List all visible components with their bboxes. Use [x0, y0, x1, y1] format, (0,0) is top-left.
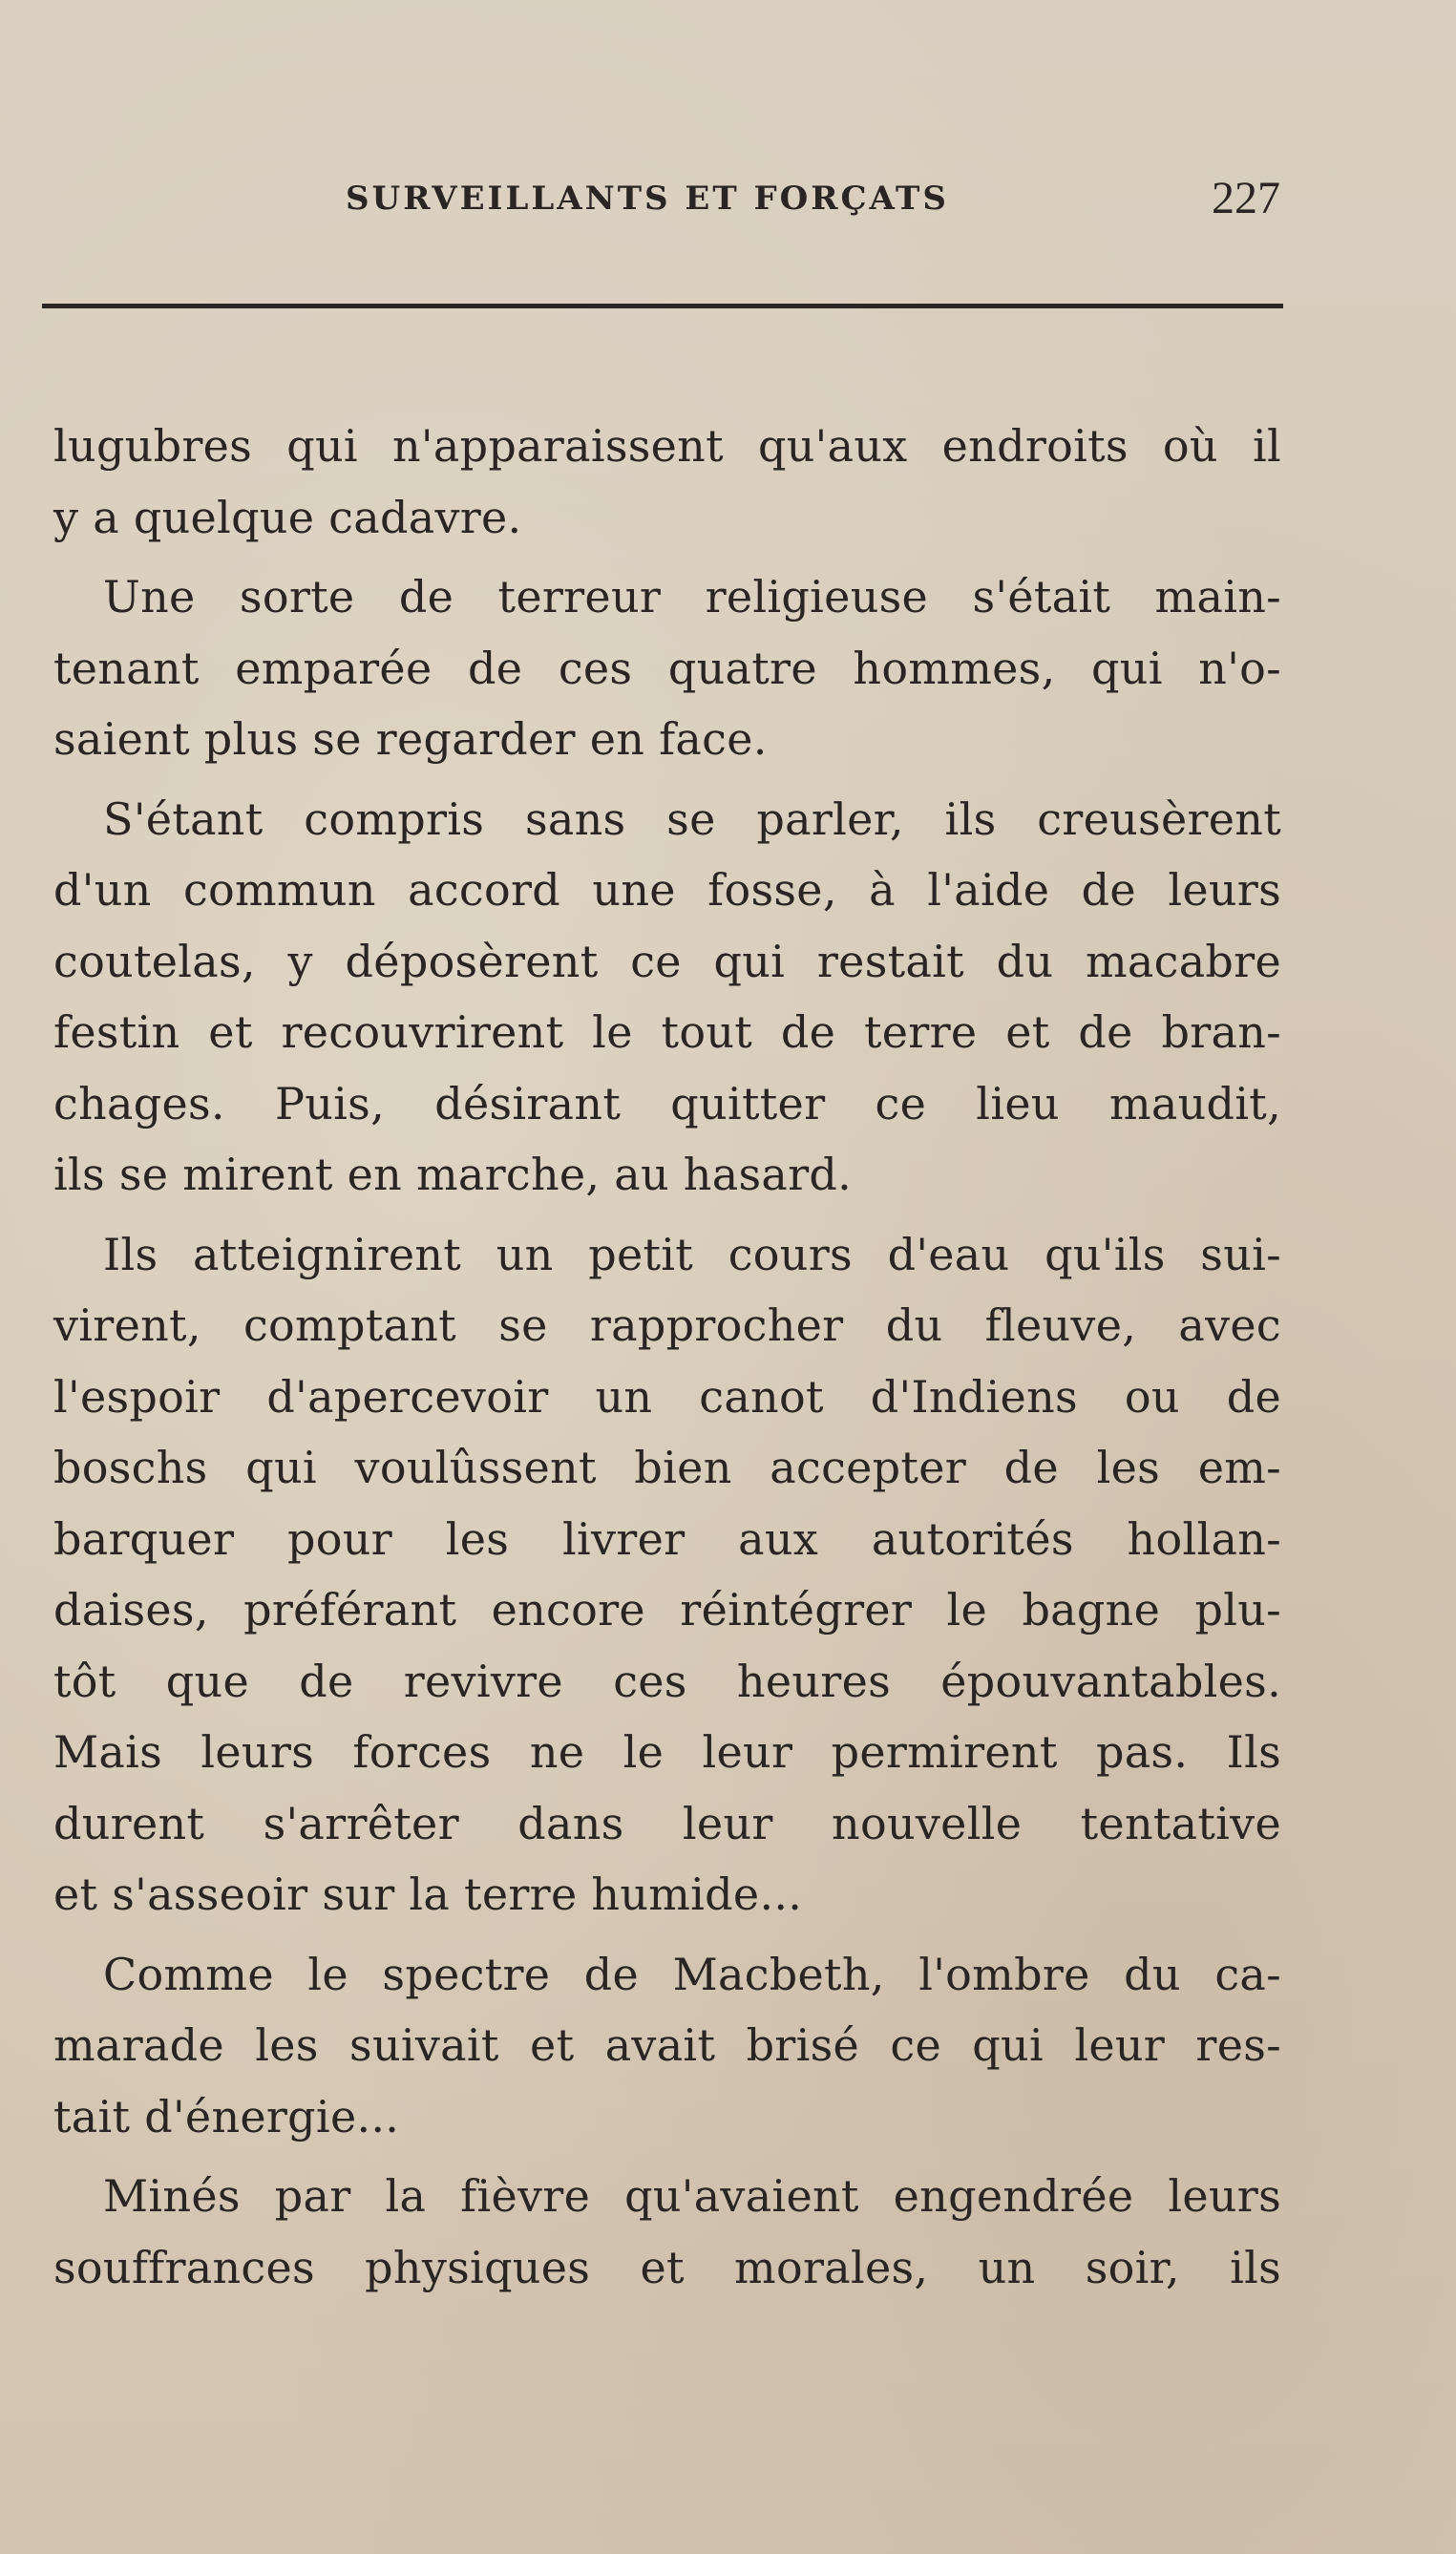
text-line: Mais leurs forces ne le leur permirent pas. Ils — [53, 1726, 1281, 1778]
text-line: Comme le spectre de Macbeth, l'ombre du ca- — [103, 1948, 1281, 2000]
text-line: y a quelque cadavre. — [53, 491, 522, 543]
header-rule — [42, 304, 1283, 308]
paragraph-2 — [53, 561, 1281, 775]
text-line: saient plus se regarder en face. — [53, 713, 768, 765]
paragraph-4 — [53, 1219, 1281, 1931]
text-line: festin et recouvrirent le tout de terre et de bran- — [53, 1006, 1281, 1058]
page-header — [53, 172, 1280, 229]
body-text — [53, 411, 1281, 2311]
text-line: et s'asseoir sur la terre humide... — [53, 1868, 803, 1920]
paragraph-6 — [53, 2161, 1281, 2303]
text-line: l'espoir d'apercevoir un canot d'Indiens ou de — [53, 1370, 1281, 1423]
text-line: daises, préférant encore réintégrer le bagne plu- — [53, 1584, 1281, 1636]
text-line: Ils atteignirent un petit cours d'eau qu'ils sui- — [103, 1228, 1281, 1280]
text-line: marade les suivait et avait brisé ce qui leur res- — [53, 2019, 1281, 2071]
text-line: souffrances physiques et morales, un soir, ils — [53, 2241, 1281, 2293]
text-line: coutelas, y déposèrent ce qui restait du macabre — [53, 935, 1281, 987]
paragraph-1 — [53, 411, 1281, 553]
paragraph-5 — [53, 1939, 1281, 2153]
text-line: barquer pour les livrer aux autorités hollan- — [53, 1512, 1281, 1565]
text-line: boschs qui voulûssent bien accepter de les em- — [53, 1442, 1281, 1493]
text-line: d'un commun accord une fosse, à l'aide de leurs — [53, 864, 1281, 916]
text-line: tenant emparée de ces quatre hommes, qui n'o- — [53, 642, 1281, 694]
page-number: 227 — [1212, 173, 1280, 223]
text-line: Une sorte de terreur religieuse s'était main- — [103, 571, 1281, 623]
text-line: Minés par la fièvre qu'avaient engendrée leurs — [103, 2170, 1281, 2222]
text-line: virent, comptant se rapprocher du fleuve, avec — [53, 1299, 1281, 1351]
text-line: ils se mirent en marche, au hasard. — [53, 1149, 853, 1200]
running-title: SURVEILLANTS ET FORÇATS — [346, 179, 949, 218]
paragraph-3 — [53, 784, 1281, 1211]
text-line: lugubres qui n'apparaissent qu'aux endroits où il — [53, 420, 1281, 472]
text-line: chages. Puis, désirant quitter ce lieu maudit, — [53, 1077, 1281, 1129]
text-line: durent s'arrêter dans leur nouvelle tentative — [53, 1797, 1281, 1849]
text-line: S'étant compris sans se parler, ils creusèrent — [103, 792, 1281, 845]
text-line: tôt que de revivre ces heures épouvantables. — [53, 1655, 1281, 1707]
text-line: tait d'énergie... — [53, 2090, 400, 2142]
